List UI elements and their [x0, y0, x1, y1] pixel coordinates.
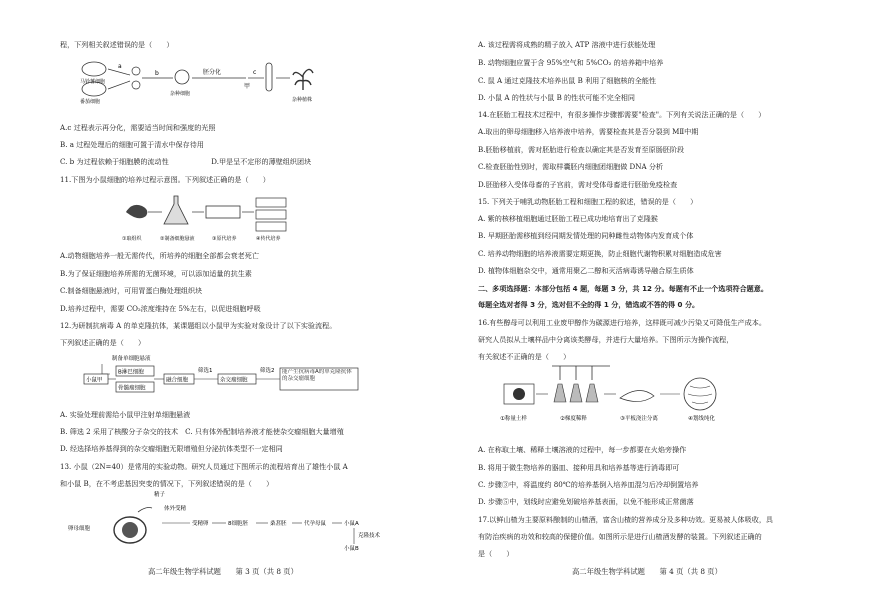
svg-text:①称量土样: ①称量土样 — [500, 416, 527, 422]
text-line: A.c 过程表示再分化，需要适当时间和强度的光照 — [60, 123, 216, 132]
prep-suspension-label: 制备单细胞悬液 — [112, 356, 151, 362]
text-line: A. 该过程需将成熟的精子放入 ATP 溶液中进行获能处理 — [478, 40, 656, 49]
svg-text:桑葚胚: 桑葚胚 — [270, 521, 287, 527]
text-line: C. 培养动物细胞的培养液需要定期更换，防止细胞代谢物积累对细胞造成危害 — [478, 249, 722, 258]
svg-text:克隆技术: 克隆技术 — [358, 533, 381, 539]
step-a: a — [118, 63, 122, 70]
text-line: D. 步骤⑤中，划线时应避免划破培养基表面，以免不能形成正常菌落 — [478, 497, 694, 506]
text-line: D. 植物体细胞杂交中，通常用聚乙二醇和灭活病毒诱导融合原生质体 — [478, 266, 694, 275]
text-line: D.胚胎移入受体母畜的子宫前，需对受体母畜进行胚胎免疫检查 — [478, 180, 678, 189]
text-line: A.取出的卵母细胞移入培养液中培养，需要检查其是否分裂到 MⅡ中期 — [478, 127, 699, 136]
text-line: 下列叙述正确的是（ ） — [60, 338, 146, 347]
svg-text:代孕母鼠: 代孕母鼠 — [304, 521, 327, 527]
screen-1-label: 筛选1 — [198, 368, 213, 374]
monoclonal-flow-figure — [82, 352, 382, 404]
cell-culture-figure — [122, 190, 352, 242]
target-hybridoma-label: 能产生抗病毒A的单克隆抗体的杂交瘤细胞 — [282, 369, 352, 382]
text-line: B. 早期胚胎需移植到经同期发情处理的同种雌性动物体内发育成个体 — [478, 231, 694, 240]
plant-fusion-figure — [78, 55, 328, 110]
screen-2-label: 筛选2 — [260, 368, 275, 374]
text-line: 16.有些醇母可以利用工业废甲醇作为碳源进行培养，这样既可减少污染又可降低生产成本。 — [478, 318, 766, 327]
caption-primary: ③原代培养 — [212, 236, 237, 242]
text-line: 12.为研制抗病毒 A 的单克隆抗体，某课题组以小鼠甲为实验对象设计了以下实验流程。 — [60, 321, 337, 330]
text-line: A. 在称取土壤、稀释土壤溶液的过程中，每一步都要在火焰旁操作 — [478, 445, 687, 454]
text-line: B. 将用于微生物培养的器皿、接种用具和培养基等进行消毒即可 — [478, 463, 680, 472]
svg-text:④划线纯化: ④划线纯化 — [688, 416, 715, 422]
text-line: A.动物细胞培养一般无需传代，所培养的细胞全部都会衰老死亡 — [60, 251, 259, 260]
text-line: C. 鼠 A 通过克隆技术培养出鼠 B 利用了细胞核的全能性 — [478, 76, 657, 85]
text-line: 是（ ） — [478, 549, 514, 558]
svg-text:受精卵: 受精卵 — [192, 521, 209, 527]
text-line: 17.以鲜山楂为主要原料酿制的山楂酒，富含山楂的营养成分及多种功效。更易被人体吸收，具 — [478, 515, 774, 524]
text-line: B.胚胎移植前，需对胚胎进行检查以确定其是否发育至原肠胚阶段 — [478, 145, 685, 154]
text-line: B. a 过程处理后的细胞可置于清水中保存待用 — [60, 140, 204, 149]
text-line: D. 小鼠 A 的性状与小鼠 B 的性状可能不完全相同 — [478, 93, 635, 102]
text-line: C.检查胚胎性别时，需取样囊胚内细胞团细胞做 DNA 分析 — [478, 162, 664, 171]
dilution-pipette — [552, 366, 610, 380]
svg-text:③平板浇注分离: ③平板浇注分离 — [620, 416, 658, 422]
text-line: A. 实验处理前需给小鼠甲注射单细胞悬液 — [60, 410, 191, 419]
svg-text:B淋巴细胞: B淋巴细胞 — [118, 369, 144, 376]
flask-icon — [164, 196, 188, 224]
right-page — [478, 0, 870, 602]
hybrid-plant — [293, 69, 313, 90]
yeast-isolation-figure — [500, 362, 760, 424]
text-line: C. 步骤③中，将温度约 80℃的培养基倒入培养皿混匀后冷却倒置培养 — [478, 480, 699, 489]
text-line: C.制备细胞悬液时，可用胃蛋白酶处理组织块 — [60, 286, 203, 295]
mouse-icon — [126, 205, 147, 218]
svg-text:杂交瘤细胞: 杂交瘤细胞 — [220, 377, 248, 384]
primary-culture-bottle — [206, 206, 240, 218]
caption-hybrid-cell: 杂种细胞 — [170, 91, 191, 97]
sperm-label: 精子 — [154, 492, 166, 498]
section-heading: 二、多项选择题：本部分包括 4 题，每题 3 分，共 12 分。每题有不止一个选项符合题意。 — [478, 284, 768, 293]
page-footer: 高二年级生物学科试题 第 3 页（共 8 页） — [148, 567, 298, 576]
text-line: 和小鼠 B，在不考虑基因突变的情况下，下列叙述错误的是（ ） — [60, 479, 274, 488]
text-line: B.为了保证细胞培养所需的无菌环境，可以添加适量的抗生素 — [60, 269, 252, 278]
step-b: b — [155, 70, 159, 77]
text-line: C. b 为过程依赖于细胞膜的流动性 D.甲是呈不定形的薄壁组织团块 — [60, 157, 312, 166]
svg-text:小鼠甲: 小鼠甲 — [86, 377, 103, 384]
text-line: 15. 下列关于哺乳动物胚胎工程和细胞工程的叙述，错误的是（ ） — [478, 197, 698, 206]
left-page — [60, 0, 455, 602]
text-line: 程，下列相关叙述错误的是（ ） — [60, 40, 174, 49]
text-line: 14.在胚胎工程技术过程中，有很多操作步骤都需要"检查"。下列有关说法正确的是（ ） — [478, 110, 766, 119]
sperm-icon — [138, 508, 152, 513]
caption-passage: ④传代培养 — [256, 236, 281, 242]
text-line: 13. 小鼠（2N=40）是常用的实验动物。研究人员通过下图所示的流程培育出了雄性小鼠 A — [60, 462, 348, 471]
oocyte-label: 卵母细胞 — [68, 526, 91, 532]
svg-text:8细胞胚: 8细胞胚 — [228, 521, 248, 527]
section-heading-cont: 每题全选对者得 3 分，选对但不全的得 1 分，错选或不答的得 0 分。 — [478, 300, 700, 309]
text-line: B. 筛选 2 采用了核酸分子杂交的技术 C. 只有体外配制培养液才能使杂交瘤细胞大量增殖 — [60, 427, 344, 436]
potato-cell — [82, 62, 106, 76]
text-line: D. 经选择培养基得到的杂交瘤细胞无限增殖但分泌抗体类型不一定相同 — [60, 444, 283, 453]
caption-suspension: ②制备细胞悬液 — [160, 236, 195, 242]
page-footer: 高二年级生物学科试题 第 4 页（共 8 页） — [572, 567, 722, 576]
callus-label: 甲 — [244, 83, 251, 90]
text-line: D.培养过程中，需要 CO₂浓度维持在 5%左右，以促进细胞呼吸 — [60, 304, 261, 313]
text-line: 有关叙述不正确的是（ ） — [478, 352, 571, 361]
caption-take-tissue: ①取组织 — [122, 236, 142, 242]
svg-text:骨髓瘤细胞: 骨髓瘤细胞 — [118, 385, 146, 392]
text-line: 有防治疾病的功效和较高的保健价值。如图所示是进行山楂酒发酵的装置。下列叙述正确的 — [478, 532, 762, 541]
text-line: A. 紫的核移植细胞通过胚胎工程已成功地培育出了克隆猴 — [478, 214, 658, 223]
caption-hybrid-plant: 杂种植株 — [292, 97, 313, 103]
svg-text:小鼠A: 小鼠A — [344, 521, 359, 527]
step-dedifferentiation: 胚分化 — [203, 69, 222, 76]
caption-tomato: 番茄细胞 — [80, 99, 101, 105]
svg-text:小鼠B: 小鼠B — [344, 546, 359, 552]
step-c: c — [253, 69, 257, 76]
svg-text:融合细胞: 融合细胞 — [166, 377, 189, 384]
pour-plate — [620, 390, 654, 401]
text-line: 11.下图为小鼠细胞的培养过程示意图。下列叙述正确的是（ ） — [60, 175, 270, 184]
mouse-breeding-figure — [68, 490, 398, 552]
svg-text:②梯度稀释: ②梯度稀释 — [560, 416, 587, 422]
text-line: 研究人员拟从土壤样品中分离该类酵母，并进行大量培养。下图所示为操作流程， — [478, 335, 734, 344]
caption-potato: 马铃薯细胞 — [80, 79, 106, 85]
ivf-label: 体外受精 — [164, 506, 187, 512]
test-tube — [266, 63, 272, 91]
text-line: B. 动物细胞应置于含 95%空气和 5%CO₂ 的培养箱中培养 — [478, 58, 664, 67]
